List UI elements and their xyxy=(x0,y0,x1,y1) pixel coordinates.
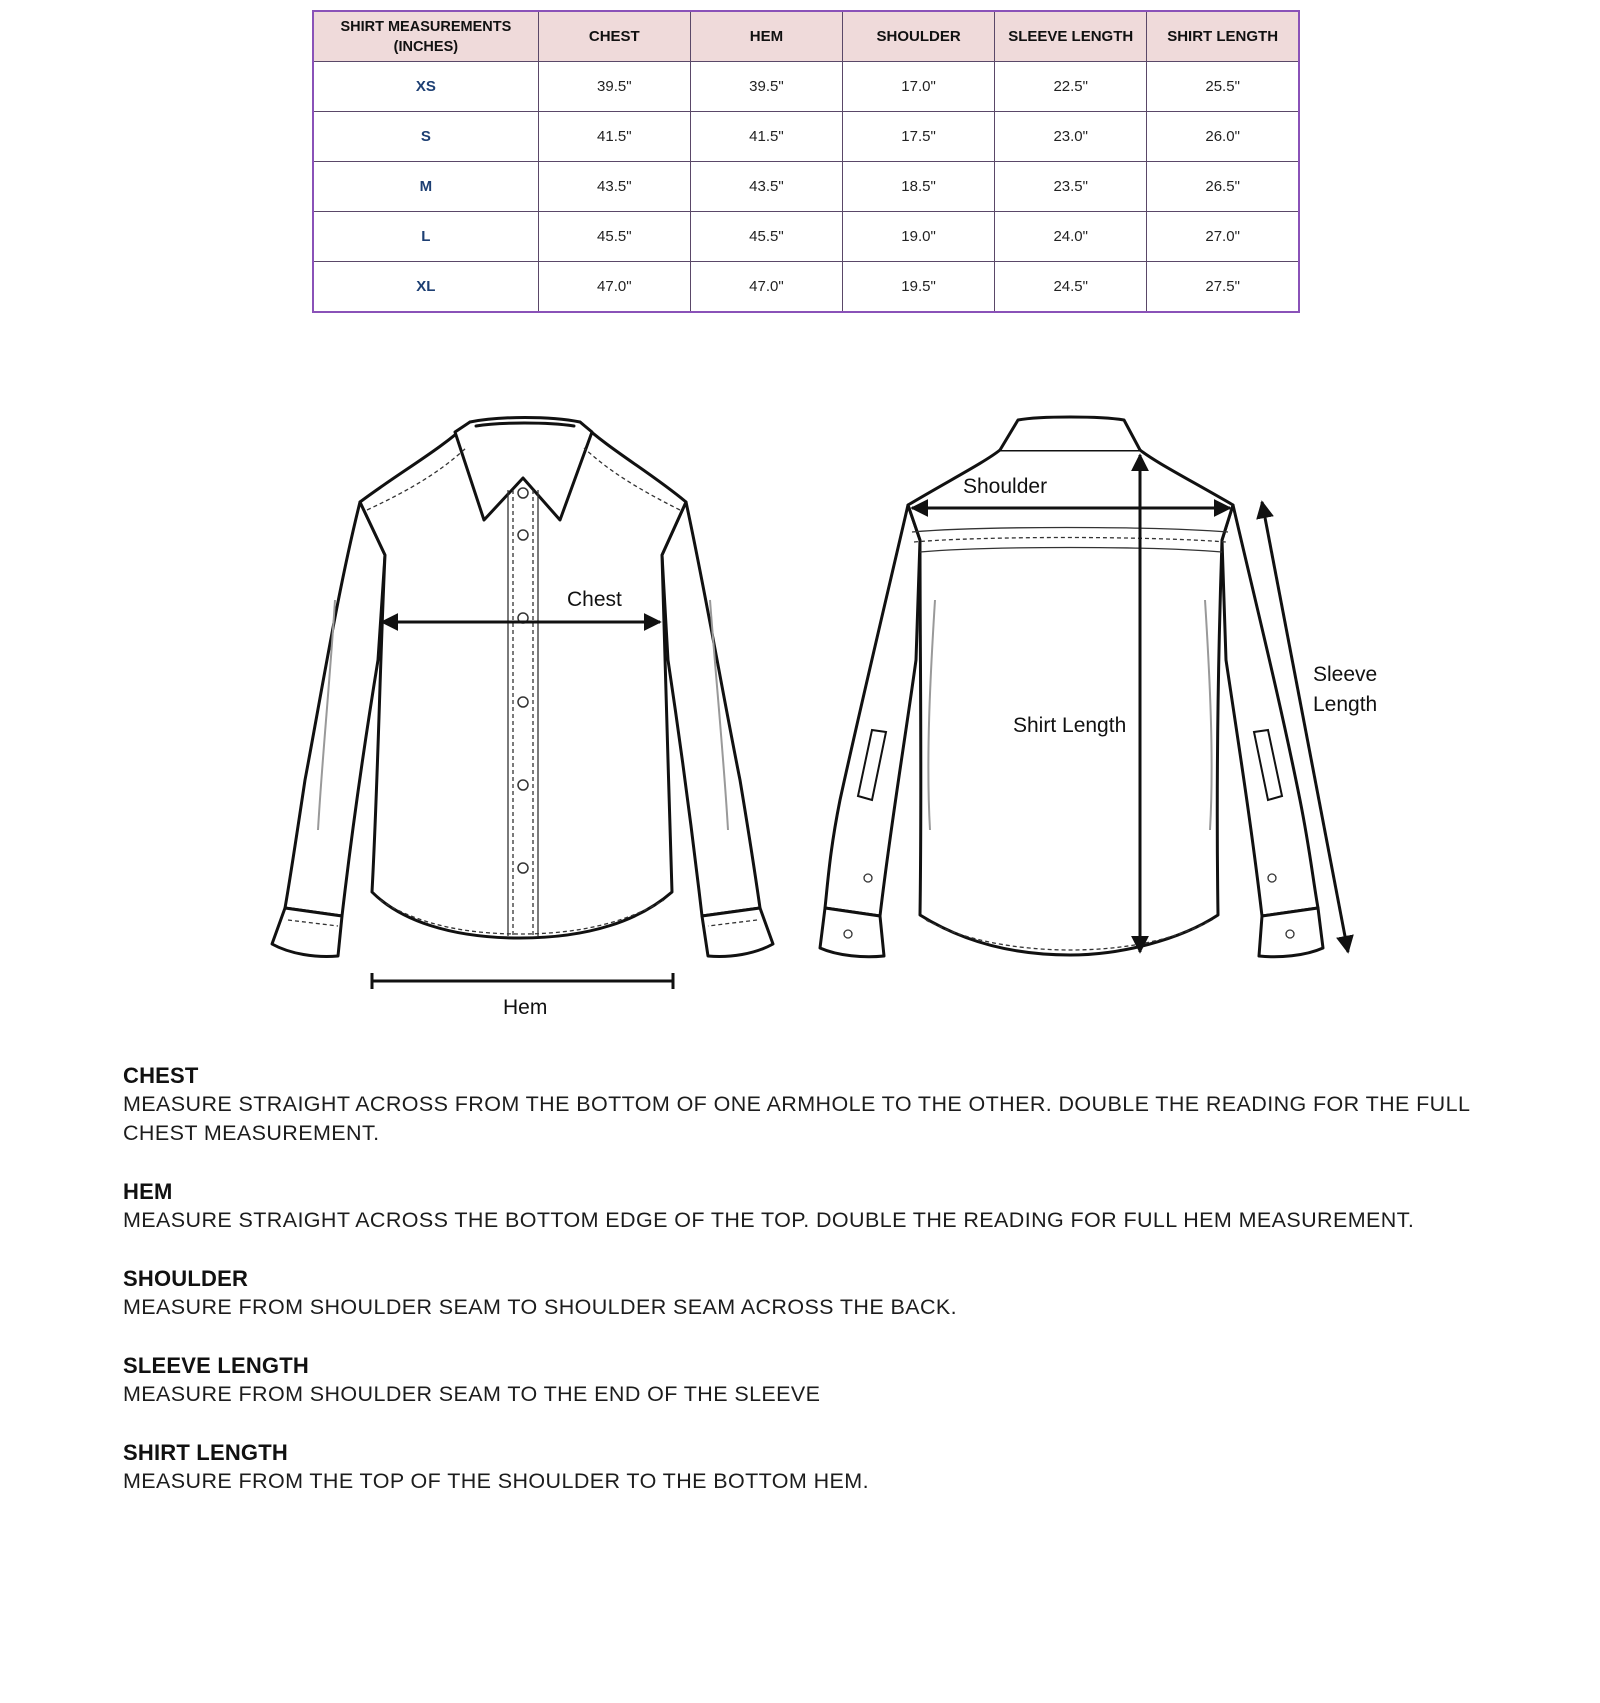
table-row xyxy=(313,112,1299,162)
shoulder-label: Shoulder xyxy=(963,475,1048,498)
shirt-length-value: 27.0" xyxy=(1147,212,1299,262)
measurement-instructions xyxy=(123,1062,1523,1526)
sleeve-length-value: 23.0" xyxy=(995,112,1147,162)
table-row xyxy=(313,262,1299,313)
hem-measure-bar xyxy=(372,973,673,989)
instruction-item xyxy=(123,1178,1523,1235)
shoulder-value: 17.0" xyxy=(843,62,995,112)
instruction-text: MEASURE FROM SHOULDER SEAM TO THE END OF THE SLEEVE xyxy=(123,1382,821,1406)
hem-value: 45.5" xyxy=(690,212,842,262)
chest-value: 45.5" xyxy=(538,212,690,262)
shirt-length-value: 26.5" xyxy=(1147,162,1299,212)
chest-value: 39.5" xyxy=(538,62,690,112)
table-header-row xyxy=(313,11,1299,62)
shoulder-value: 19.0" xyxy=(843,212,995,262)
chest-value: 47.0" xyxy=(538,262,690,313)
shirt-length-value: 25.5" xyxy=(1147,62,1299,112)
sleeve-length-value: 24.0" xyxy=(995,212,1147,262)
instruction-item xyxy=(123,1439,1523,1496)
instruction-text: MEASURE STRAIGHT ACROSS FROM THE BOTTOM OF ONE ARMHOLE TO THE OTHER. DOUBLE THE READING FOR THE FULL CHEST MEASUREMENT. xyxy=(123,1092,1470,1145)
instruction-title: SHIRT LENGTH xyxy=(123,1440,288,1465)
shoulder-value: 17.5" xyxy=(843,112,995,162)
header-sleeve-length: SLEEVE LENGTH xyxy=(995,11,1147,62)
instruction-item xyxy=(123,1062,1523,1148)
size-chart-table xyxy=(312,10,1300,313)
hem-value: 41.5" xyxy=(690,112,842,162)
header-measurements: SHIRT MEASUREMENTS (INCHES) xyxy=(313,11,538,62)
instruction-item xyxy=(123,1265,1523,1322)
chest-value: 43.5" xyxy=(538,162,690,212)
instruction-text: MEASURE FROM SHOULDER SEAM TO SHOULDER SEAM ACROSS THE BACK. xyxy=(123,1295,957,1319)
hem-label: Hem xyxy=(503,996,548,1019)
instruction-text: MEASURE FROM THE TOP OF THE SHOULDER TO THE BOTTOM HEM. xyxy=(123,1469,869,1493)
instruction-title: HEM xyxy=(123,1179,173,1204)
hem-value: 47.0" xyxy=(690,262,842,313)
header-hem: HEM xyxy=(690,11,842,62)
instruction-text: MEASURE STRAIGHT ACROSS THE BOTTOM EDGE OF THE TOP. DOUBLE THE READING FOR FULL HEM MEASUREMENT. xyxy=(123,1208,1415,1232)
hem-value: 39.5" xyxy=(690,62,842,112)
chest-label: Chest xyxy=(567,588,622,611)
size-label: XL xyxy=(313,262,538,313)
sleeve-length-value: 22.5" xyxy=(995,62,1147,112)
instruction-item xyxy=(123,1352,1523,1409)
back-shirt-illustration xyxy=(820,417,1323,957)
size-label: S xyxy=(313,112,538,162)
shoulder-value: 18.5" xyxy=(843,162,995,212)
shirt-measurement-diagram xyxy=(0,360,1600,1040)
table-row xyxy=(313,162,1299,212)
instruction-title: SHOULDER xyxy=(123,1266,249,1291)
instruction-title: SLEEVE LENGTH xyxy=(123,1353,309,1378)
sleeve-length-label-line2: Length xyxy=(1313,693,1378,716)
size-label: XS xyxy=(313,62,538,112)
sleeve-length-label-line1: Sleeve xyxy=(1313,663,1378,686)
sleeve-length-value: 24.5" xyxy=(995,262,1147,313)
table-row xyxy=(313,62,1299,112)
table-row xyxy=(313,212,1299,262)
size-label: M xyxy=(313,162,538,212)
header-shirt-length: SHIRT LENGTH xyxy=(1147,11,1299,62)
shirt-length-value: 27.5" xyxy=(1147,262,1299,313)
shirt-length-label: Shirt Length xyxy=(1013,714,1127,737)
instruction-title: CHEST xyxy=(123,1063,199,1088)
shirt-length-value: 26.0" xyxy=(1147,112,1299,162)
chest-value: 41.5" xyxy=(538,112,690,162)
shoulder-value: 19.5" xyxy=(843,262,995,313)
size-label: L xyxy=(313,212,538,262)
sleeve-length-value: 23.5" xyxy=(995,162,1147,212)
header-shoulder: SHOULDER xyxy=(843,11,995,62)
header-chest: CHEST xyxy=(538,11,690,62)
hem-value: 43.5" xyxy=(690,162,842,212)
